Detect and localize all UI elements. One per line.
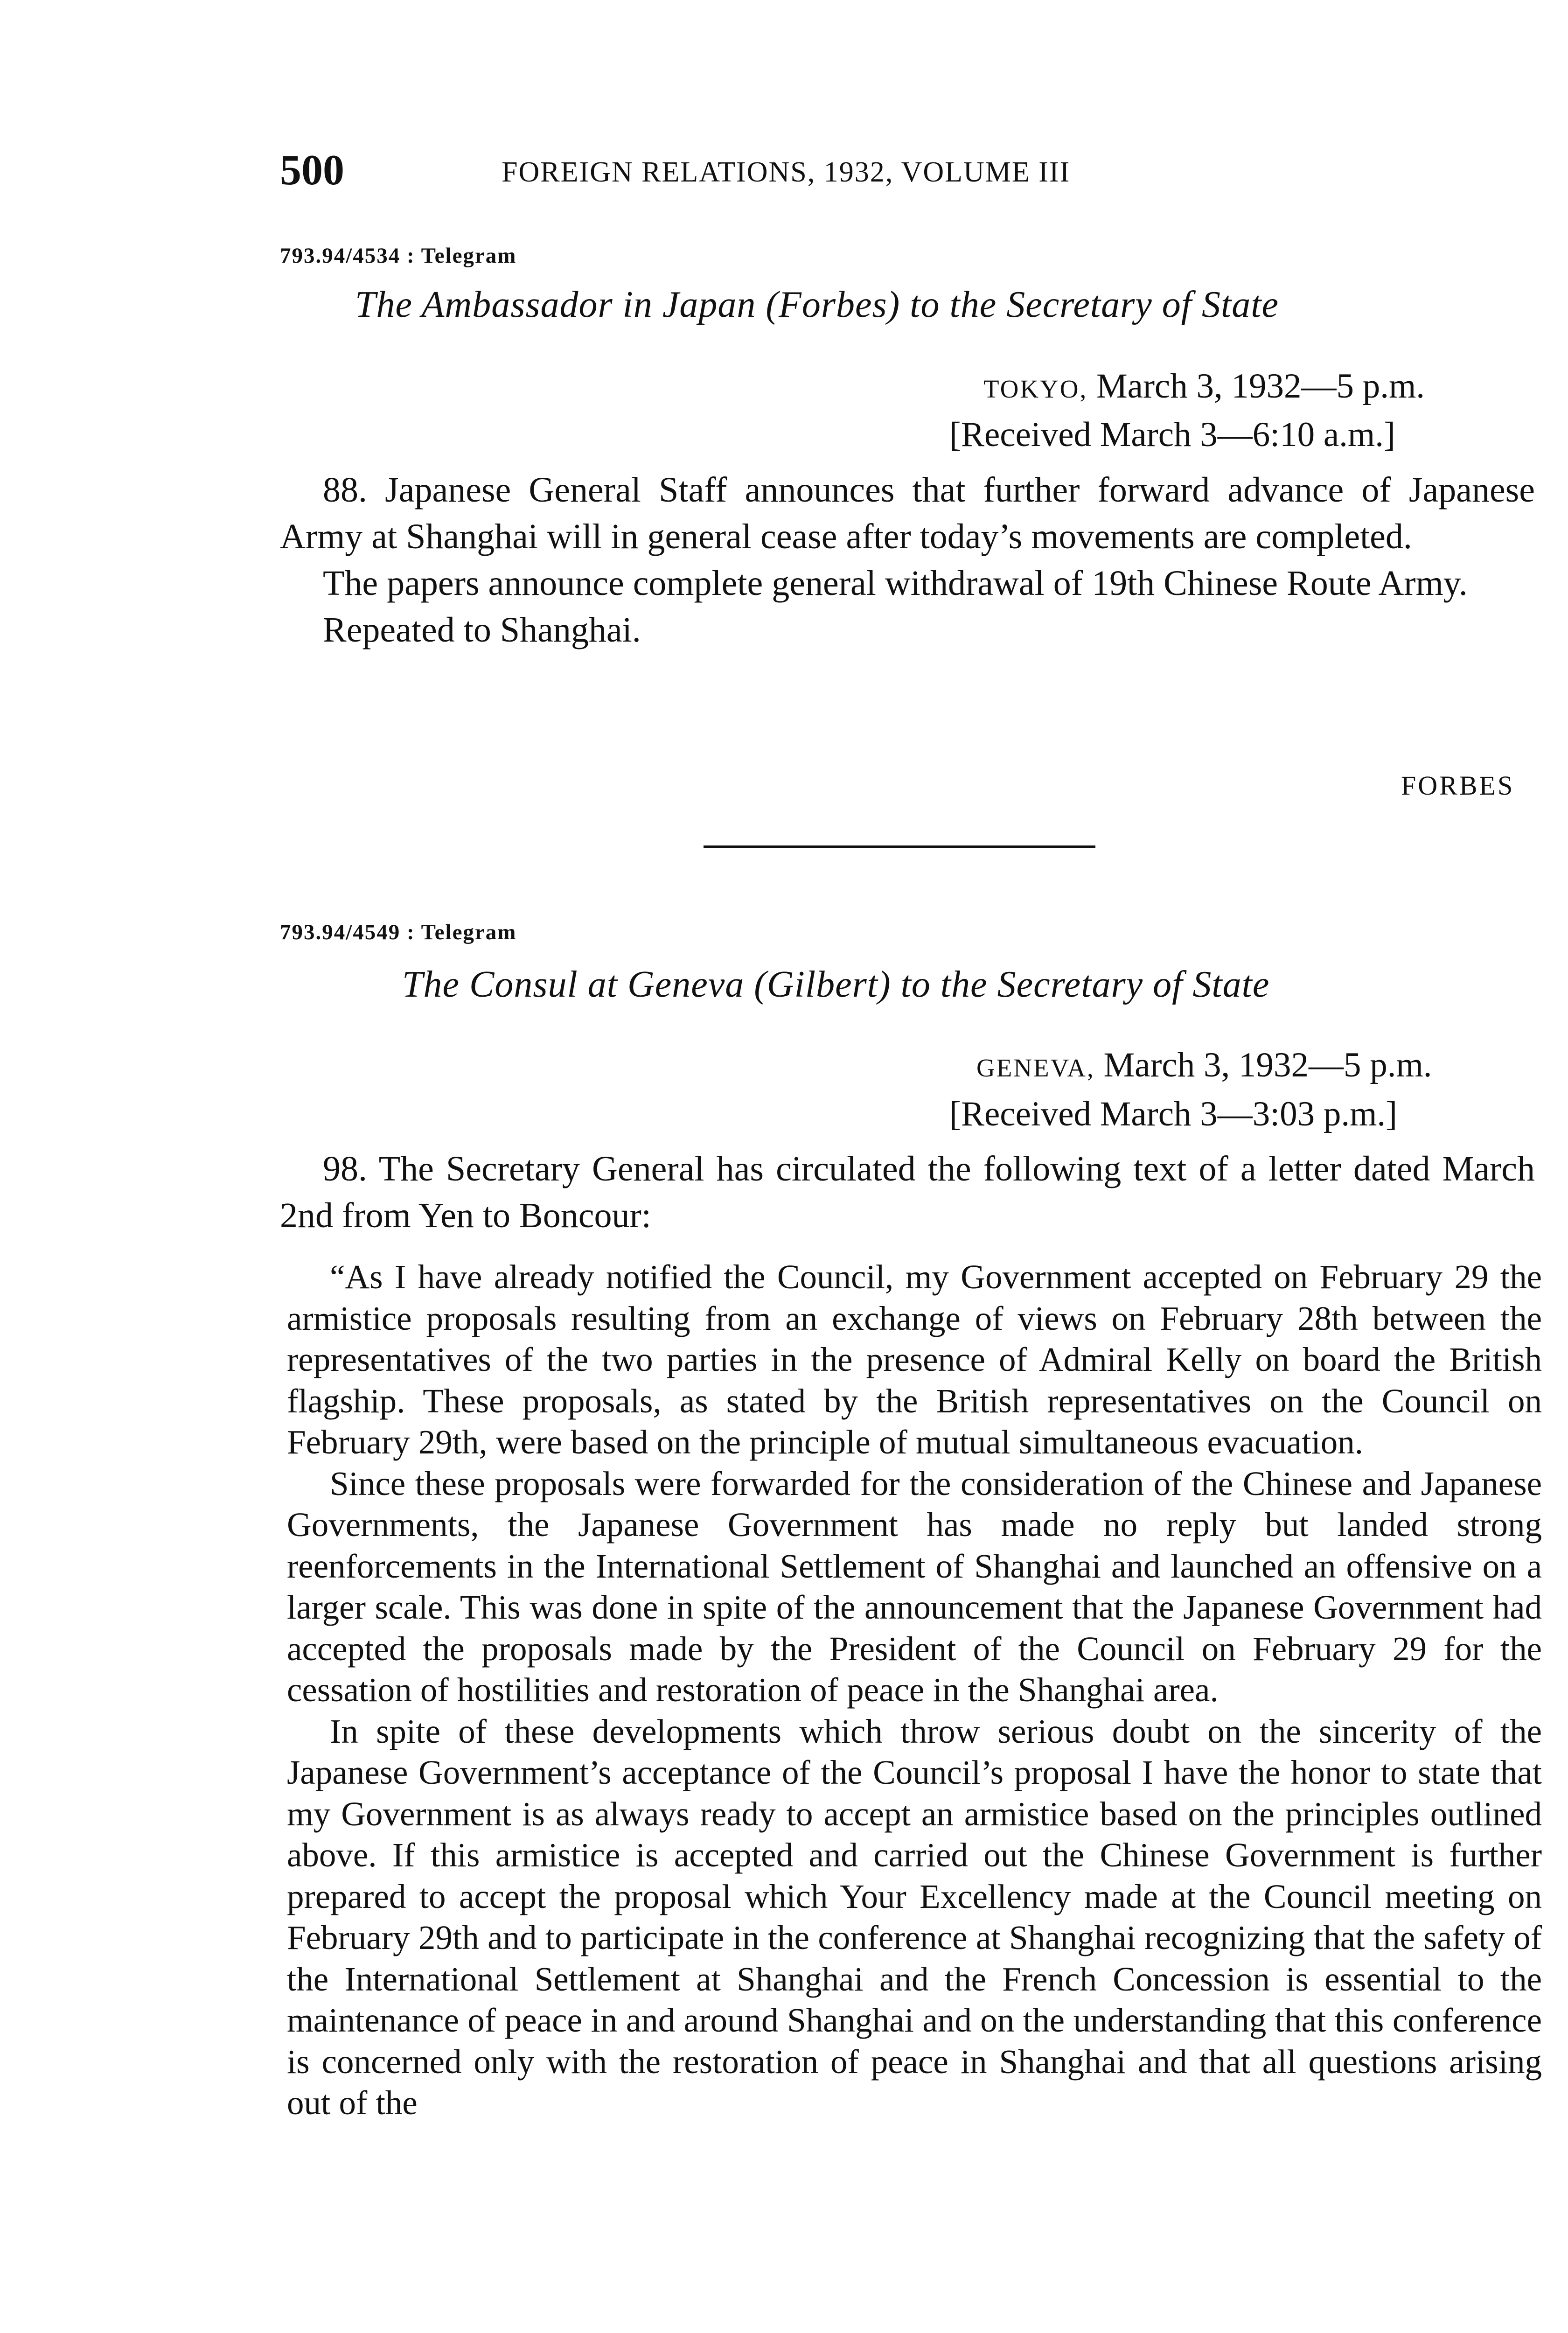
running-title: FOREIGN RELATIONS, 1932, VOLUME III: [502, 156, 1071, 188]
quoted-letter-paragraph: Since these proposals were forwarded for the consideration of the Chinese and Japanese Governments, the Japanese Government has made no reply but landed strong reenforcements in the International Settlement of Shanghai and launched an offensive on a larger scale. This was done in spite of the announcement that the Japanese Government had accepted the proposals made by the President of the Council on February 29 for the cessation of hostilities and restoration of peace in the Shanghai area.: [287, 1464, 1542, 1709]
doc1-title: The Ambassador in Japan (Forbes) to the Secretary of State: [355, 284, 1279, 325]
doc1-dateline-date: March 3, 1932—5 p.m.: [1096, 367, 1425, 405]
doc1-signature: FORBES: [1401, 770, 1515, 801]
doc2-intro-paragraph: 98. The Secretary General has circulated the following text of a letter dated March 2nd from Yen to Boncour:: [280, 1149, 1535, 1235]
page-number: 500: [280, 146, 344, 194]
doc1-body: [280, 467, 1535, 653]
doc2-title: The Consul at Geneva (Gilbert) to the Secretary of State: [402, 964, 1270, 1005]
quoted-letter-paragraph: In spite of these developments which throw serious doubt on the sincerity of the Japanese Government’s acceptance of the Council’s proposal I have the honor to state that my Government is as always ready to accept an armistice based on the principles outlined above. If this armistice is accepted and carried out the Chinese Government is further prepared to accept the proposal which Your Excellency made at the Council meeting on February 29th and to participate in the conference at Shanghai recognizing that the safety of the International Settlement at Shanghai and the French Concession is essential to the maintenance of peace in and around Shanghai and on the understanding that this conference is concerned only with the restoration of peace in Shanghai and that all questions arising out of the: [287, 1712, 1542, 2122]
doc2-dateline-date: March 3, 1932—5 p.m.: [1103, 1046, 1432, 1084]
doc1-file-reference: 793.94/4534 : Telegram: [280, 244, 517, 268]
section-divider: [704, 845, 1095, 848]
doc1-paragraph: Repeated to Shanghai.: [323, 610, 641, 650]
doc2-dateline-place: GENEVA,: [976, 1054, 1095, 1082]
doc1-paragraph: The papers announce complete general withdrawal of 19th Chinese Route Army.: [323, 564, 1468, 603]
doc1-received: [Received March 3—6:10 a.m.]: [949, 415, 1395, 454]
quoted-letter: [287, 1257, 1542, 2124]
doc1-dateline: [983, 369, 1425, 404]
quoted-letter-paragraph: “As I have already notified the Council, my Government accepted on February 29 the armistice proposals resulting from an exchange of views on February 28th between the representatives of the two parties in the presence of Admiral Kelly on board the British flagship. These proposals, as stated by the British representatives on the Council on February 29th, were based on the principle of mutual simultaneous evacuation.: [287, 1258, 1542, 1461]
doc2-file-reference: 793.94/4549 : Telegram: [280, 920, 517, 944]
doc2-received: [Received March 3—3:03 p.m.]: [949, 1095, 1398, 1133]
doc2-dateline: [976, 1048, 1432, 1083]
doc2-intro: [280, 1146, 1535, 1239]
doc1-dateline-place: TOKYO,: [983, 375, 1088, 403]
doc1-paragraph: 88. Japanese General Staff announces that further forward advance of Japanese Army at Shanghai will in general cease after today’s movements are completed.: [280, 470, 1535, 556]
